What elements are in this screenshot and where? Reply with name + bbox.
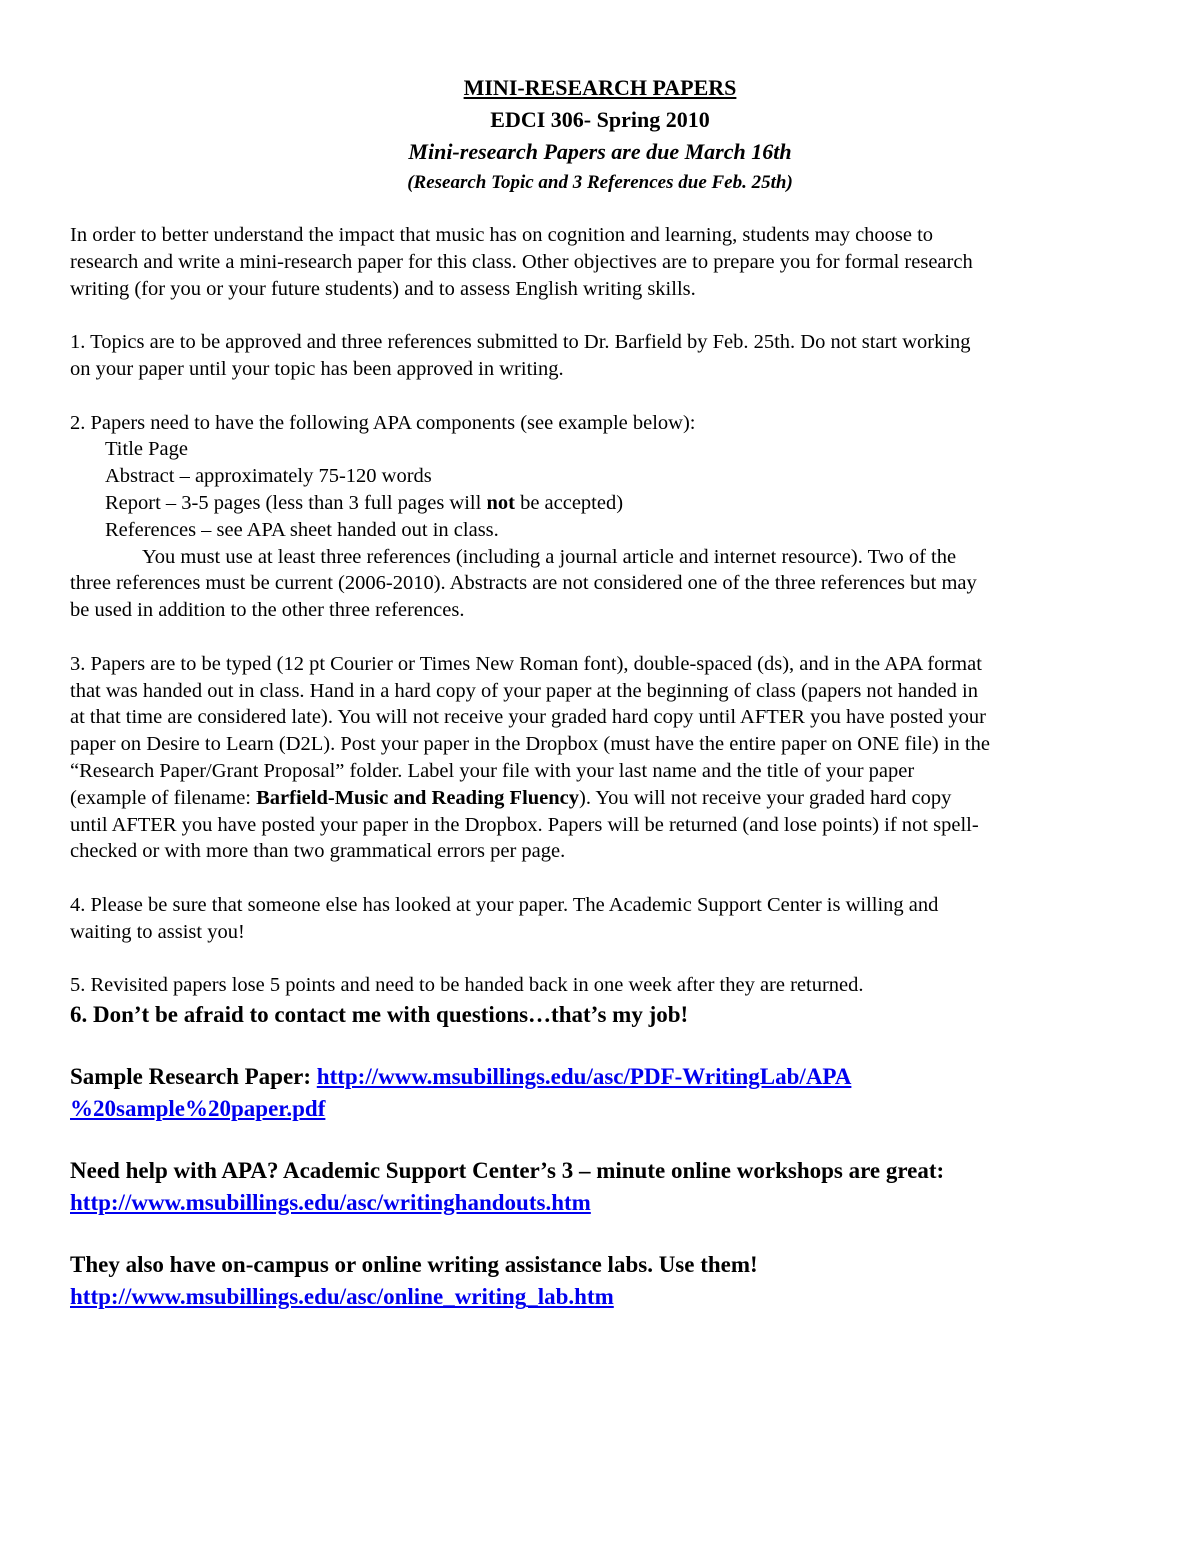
item-4 [70,892,1130,946]
item-6: 6. Don’t be afraid to contact me with questions…that’s my job! [70,1002,689,1028]
item-3-line: 3. Papers are to be typed (12 pt Courier or Times New Roman font), double-spaced (ds), and in the APA format [70,652,982,675]
report-emphasis: not [486,491,515,514]
document-title: MINI-RESEARCH PAPERS [463,75,737,100]
item-3 [70,651,1130,865]
filename-text-end: ). You will not receive your graded hard copy [579,786,952,809]
component-abstract: Abstract – approximately 75-120 words [105,465,432,488]
report-text: Report – 3-5 pages (less than 3 full pages will [105,491,487,514]
component-references: References – see APA sheet handed out in class. [105,518,499,541]
document-page [70,72,1130,1313]
item-3-line: “Research Paper/Grant Proposal” folder. Label your file with your last name and the title of your paper [70,759,915,782]
due-date-heading: Mini-research Papers are due March 16th [408,139,792,164]
sample-paper-label: Sample Research Paper: [70,1064,317,1090]
online-writing-lab-link[interactable]: http://www.msubillings.edu/asc/online_writing_lab.htm [70,1284,614,1310]
filename-example: Barfield-Music and Reading Fluency [256,786,580,809]
item-4-line: waiting to assist you! [70,920,245,943]
component-report [70,490,1130,517]
intro-line: writing (for you or your future students) and to assess English writing skills. [70,277,696,300]
item-2-intro: 2. Papers need to have the following APA components (see example below): [70,411,696,434]
references-note-line: You must use at least three references (including a journal article and internet resource). Two of the [142,545,957,568]
writing-labs-label: They also have on-campus or online writing assistance labs. Use them! [70,1252,758,1278]
item-3-line: checked or with more than two grammatical errors per page. [70,840,566,863]
sample-paper-link-continued[interactable]: %20sample%20paper.pdf [70,1096,326,1122]
intro-paragraph [70,222,1130,302]
intro-line: In order to better understand the impact that music has on cognition and learning, students may choose to [70,224,934,246]
item-5 [70,972,1130,999]
references-note-line: three references must be current (2006-2010). Abstracts are not considered one of the three references but may [70,572,977,595]
item-1-line: 1. Topics are to be approved and three references submitted to Dr. Barfield by Feb. 25th. Do not start working [70,331,971,354]
item-3-line: at that time are considered late). You will not receive your graded hard copy until AFTER you have posted your [70,706,987,729]
report-text-end: be accepted) [514,491,624,514]
item-3-line [70,785,1130,812]
item-3-line: that was handed out in class. Hand in a hard copy of your paper at the beginning of class (papers not handed in [70,679,979,702]
item-5-line: 5. Revisited papers lose 5 points and need to be handed back in one week after they are returned. [70,974,864,997]
apa-help-label: Need help with APA? Academic Support Center’s 3 – minute online workshops are great: [70,1158,945,1184]
sample-paper-section [70,1061,1130,1125]
item-4-line: 4. Please be sure that someone else has looked at your paper. The Academic Support Center is willing and [70,893,939,916]
writing-handouts-link[interactable]: http://www.msubillings.edu/asc/writinghandouts.htm [70,1190,591,1216]
component-title-page: Title Page [105,438,188,461]
sample-paper-link[interactable]: http://www.msubillings.edu/asc/PDF-WritingLab/APA [316,1064,852,1090]
filename-text: (example of filename: [70,786,257,809]
writing-labs-section [70,1249,1130,1313]
topic-due-subheading: (Research Topic and 3 References due Feb. 25th) [407,172,793,193]
course-heading: EDCI 306- Spring 2010 [490,107,710,132]
item-2 [70,410,1130,624]
item-3-line: until AFTER you have posted your paper in the Dropbox. Papers will be returned (and lose points) if not spell- [70,813,979,836]
item-1 [70,329,1130,383]
item-1-line: on your paper until your topic has been approved in writing. [70,357,564,380]
intro-line: research and write a mini-research paper for this class. Other objectives are to prepare you for formal research [70,250,973,273]
item-3-line: paper on Desire to Learn (D2L). Post your paper in the Dropbox (must have the entire paper on ONE file) in the [70,733,990,756]
references-note-line: be used in addition to the other three references. [70,599,465,622]
apa-help-section [70,1155,1130,1219]
